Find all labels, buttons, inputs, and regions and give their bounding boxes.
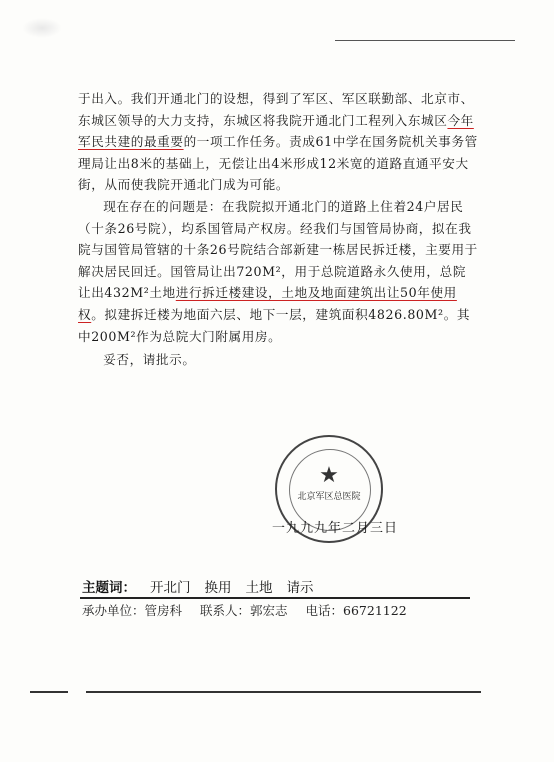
paragraph-1 (78, 88, 478, 196)
bottom-rule-left (30, 691, 68, 693)
scan-smudge (22, 18, 62, 38)
paragraph-2-underlined: 进行拆迁楼建设，土地及地面建筑出让50年使用权 (78, 285, 457, 322)
top-rule (335, 40, 515, 41)
paragraph-2 (78, 196, 478, 347)
paragraph-1-underlined: 今年军民共建的最重要 (78, 112, 474, 150)
paragraph-2-text-a: 现在存在的问题是：在我院拟开通北门的道路上住着24户居民（十条26号院），均系国管局产权房。经我们与国管局协商，拟在我院与国管局管辖的十条26号院结合部新建一栋居民拆迁楼，主要用于解决居民回迁。国管局让出720M²，用于总院道路永久使用，总院让出432M²土地 (78, 198, 478, 301)
phone-number: 电话：66721122 (305, 603, 407, 618)
paragraph-1-text-b: 的一项工作任务。责成61中学在国务院机关事务管理局让出8米的基础上，无偿让出4米形成12米宽的道路直通平安大街，从而使我院开通北门成为可能。 (78, 134, 478, 193)
letter-body (78, 88, 478, 371)
keywords-rule (80, 597, 470, 599)
star-icon: ★ (319, 463, 339, 488)
closing-line: 妥否，请批示。 (103, 352, 196, 368)
handling-unit: 承办单位：管房科 (82, 603, 183, 618)
contact-person: 联系人：郭宏志 (200, 603, 288, 618)
keyword-item: 土地 (245, 580, 273, 596)
keywords-label: 主题词： (82, 580, 136, 596)
document-date: 一九九九年二月三日 (272, 521, 399, 536)
paragraph-1-text-a: 于出入。我们开通北门的设想，得到了军区、军区联勤部、北京市、东城区领导的大力支持，东城区将我院开通北门工程列入东城区 (78, 91, 474, 128)
keyword-item: 请示 (286, 580, 314, 596)
footer-info (82, 601, 425, 619)
seal-text: 北京军区总医院 (297, 492, 361, 502)
keyword-item: 开北门 (150, 580, 191, 596)
subject-keywords (82, 576, 462, 596)
bottom-rule (86, 691, 481, 693)
paragraph-2-text-b: 。拟建拆迁楼为地面六层、地下一层，建筑面积4826.80M²。其中200M²作为总院大门附属用房。 (78, 306, 471, 344)
keyword-item: 换用 (204, 580, 232, 596)
